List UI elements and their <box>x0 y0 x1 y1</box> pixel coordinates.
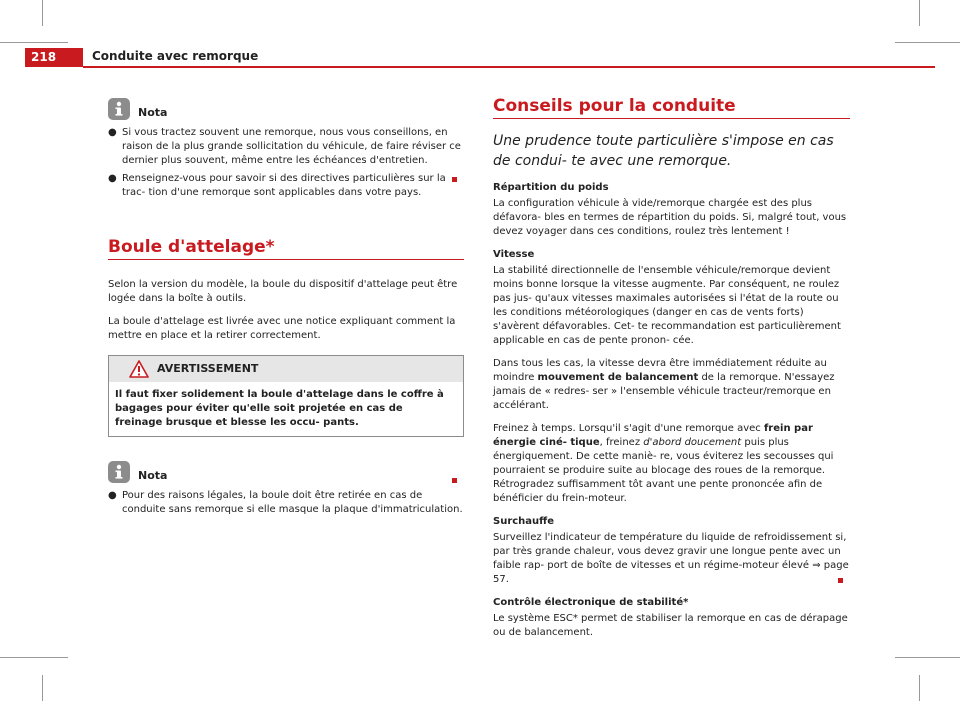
section-title: Boule d'attelage* <box>108 237 275 257</box>
warning-text: Il faut fixer solidement la boule d'attelage dans le coffre à bagages pour éviter qu'elle soit projetée en cas de freinage brusque et blesse les occu- pants. <box>115 389 444 428</box>
paragraph: La stabilité directionnelle de l'ensemble véhicule/remorque devient moins bonne lorsque la vitesse augmente. Par conséquent, ne roulez pas jus- qu'aux vitesses maximales autorisées si l'état de la route ou les conditions météorologiques (danger en cas de vents forts) s'avèrent défavorables. Cet- te recommandation est particulièrement applicable en cas de pente pronon- cée. <box>493 265 841 346</box>
warning-icon <box>129 360 149 378</box>
warning-title: AVERTISSEMENT <box>157 362 259 375</box>
paragraph: La configuration véhicule à vide/remorque chargée est des plus défavora- bles en termes de répartition du poids. Si, malgré tout, vous devez voyager dans ces conditions, roulez très lentement ! <box>493 198 847 237</box>
page-header-title: Conduite avec remorque <box>92 49 259 63</box>
crop-mark <box>895 42 960 43</box>
nota-header <box>108 461 464 483</box>
paragraph: Selon la version du modèle, la boule du dispositif d'attelage peut être logée dans la boîte à outils. <box>108 279 458 304</box>
paragraph: Dans tous les cas, la vitesse devra être immédiatement réduite au moindre mouvement de balancement de la remorque. N'essayez jamais de « redres- ser » l'ensemble véhicule tracteur/remorque en accélérant. <box>493 358 835 411</box>
crop-mark <box>42 675 43 701</box>
section-end-mark <box>452 478 457 483</box>
lead-text: Une prudence toute particulière s'impose en cas de condui- te avec une remorque. <box>493 133 834 169</box>
list-item: ● Pour des raisons légales, la boule doit être retirée en cas de conduite sans remorque si elle masque la plaque d'immatriculation. <box>108 490 463 515</box>
page-number: 218 <box>25 48 83 67</box>
nota-header <box>108 98 464 120</box>
bullet-text: Pour des raisons légales, la boule doit être retirée en cas de conduite sans remorque si elle masque la plaque d'immatriculation. <box>122 490 463 515</box>
nota-title: Nota <box>138 106 168 119</box>
list-item: ● Renseignez-vous pour savoir si des directives particulières sur la trac- tion d'une remorque sont applicables dans votre pays. <box>108 172 464 200</box>
section-end-mark <box>452 177 457 182</box>
paragraph: Freinez à temps. Lorsqu'il s'agit d'une remorque avec frein par énergie ciné- tique, freinez d'abord doucement puis plus énergiquement. De cette maniè- re, vous éviterez les secousses qui pourraient se produire suite au blocage des roues de la remorque. Rétrogradez suffisamment tôt avant une pente prononcée afin de bénéficier du frein-moteur. <box>493 423 834 504</box>
subheading: Répartition du poids <box>493 182 609 193</box>
info-icon <box>108 98 130 120</box>
warning-header <box>109 356 463 382</box>
subheading: Contrôle électronique de stabilité* <box>493 597 689 608</box>
subheading: Surchauffe <box>493 516 555 527</box>
crop-mark <box>0 42 68 43</box>
bullet-text: Renseignez-vous pour savoir si des directives particulières sur la trac- tion d'une remorque sont applicables dans votre pays. <box>122 173 446 198</box>
left-column <box>108 98 464 517</box>
crop-mark <box>0 657 68 658</box>
heading-rule <box>108 259 464 260</box>
right-column <box>493 96 850 649</box>
paragraph: Surveillez l'indicateur de température du liquide de refroidissement si, par très grande chaleur, vous devez gravir une longue pente avec un faible rap- port de boîte de vitesses et un régime-moteur élevé ⇒ page 57. <box>493 532 849 585</box>
subheading: Vitesse <box>493 249 535 260</box>
heading-rule <box>493 118 850 119</box>
crop-mark <box>919 0 920 26</box>
crop-mark <box>895 657 960 658</box>
crop-mark <box>42 0 43 26</box>
bullet-text: Si vous tractez souvent une remorque, nous vous conseillons, en raison de la plus grande sollicitation du véhicule, de faire réviser ce dernier plus souvent, même entre les échéances d'entretien. <box>122 127 461 166</box>
info-icon <box>108 461 130 483</box>
nota-title: Nota <box>138 469 168 482</box>
section-end-mark <box>838 578 843 583</box>
list-item: ● Si vous tractez souvent une remorque, nous vous conseillons, en raison de la plus grande sollicitation du véhicule, de faire réviser ce dernier plus souvent, même entre les échéances d'entretien. <box>108 126 464 168</box>
crop-mark <box>919 675 920 701</box>
section-title: Conseils pour la conduite <box>493 96 736 116</box>
paragraph: Le système ESC* permet de stabiliser la remorque en cas de dérapage ou de balancement. <box>493 613 848 638</box>
header-rule <box>83 66 935 68</box>
section-heading <box>108 237 464 260</box>
paragraph: La boule d'attelage est livrée avec une notice expliquant comment la mettre en place et la retirer correctement. <box>108 316 456 341</box>
warning-box <box>108 355 464 437</box>
